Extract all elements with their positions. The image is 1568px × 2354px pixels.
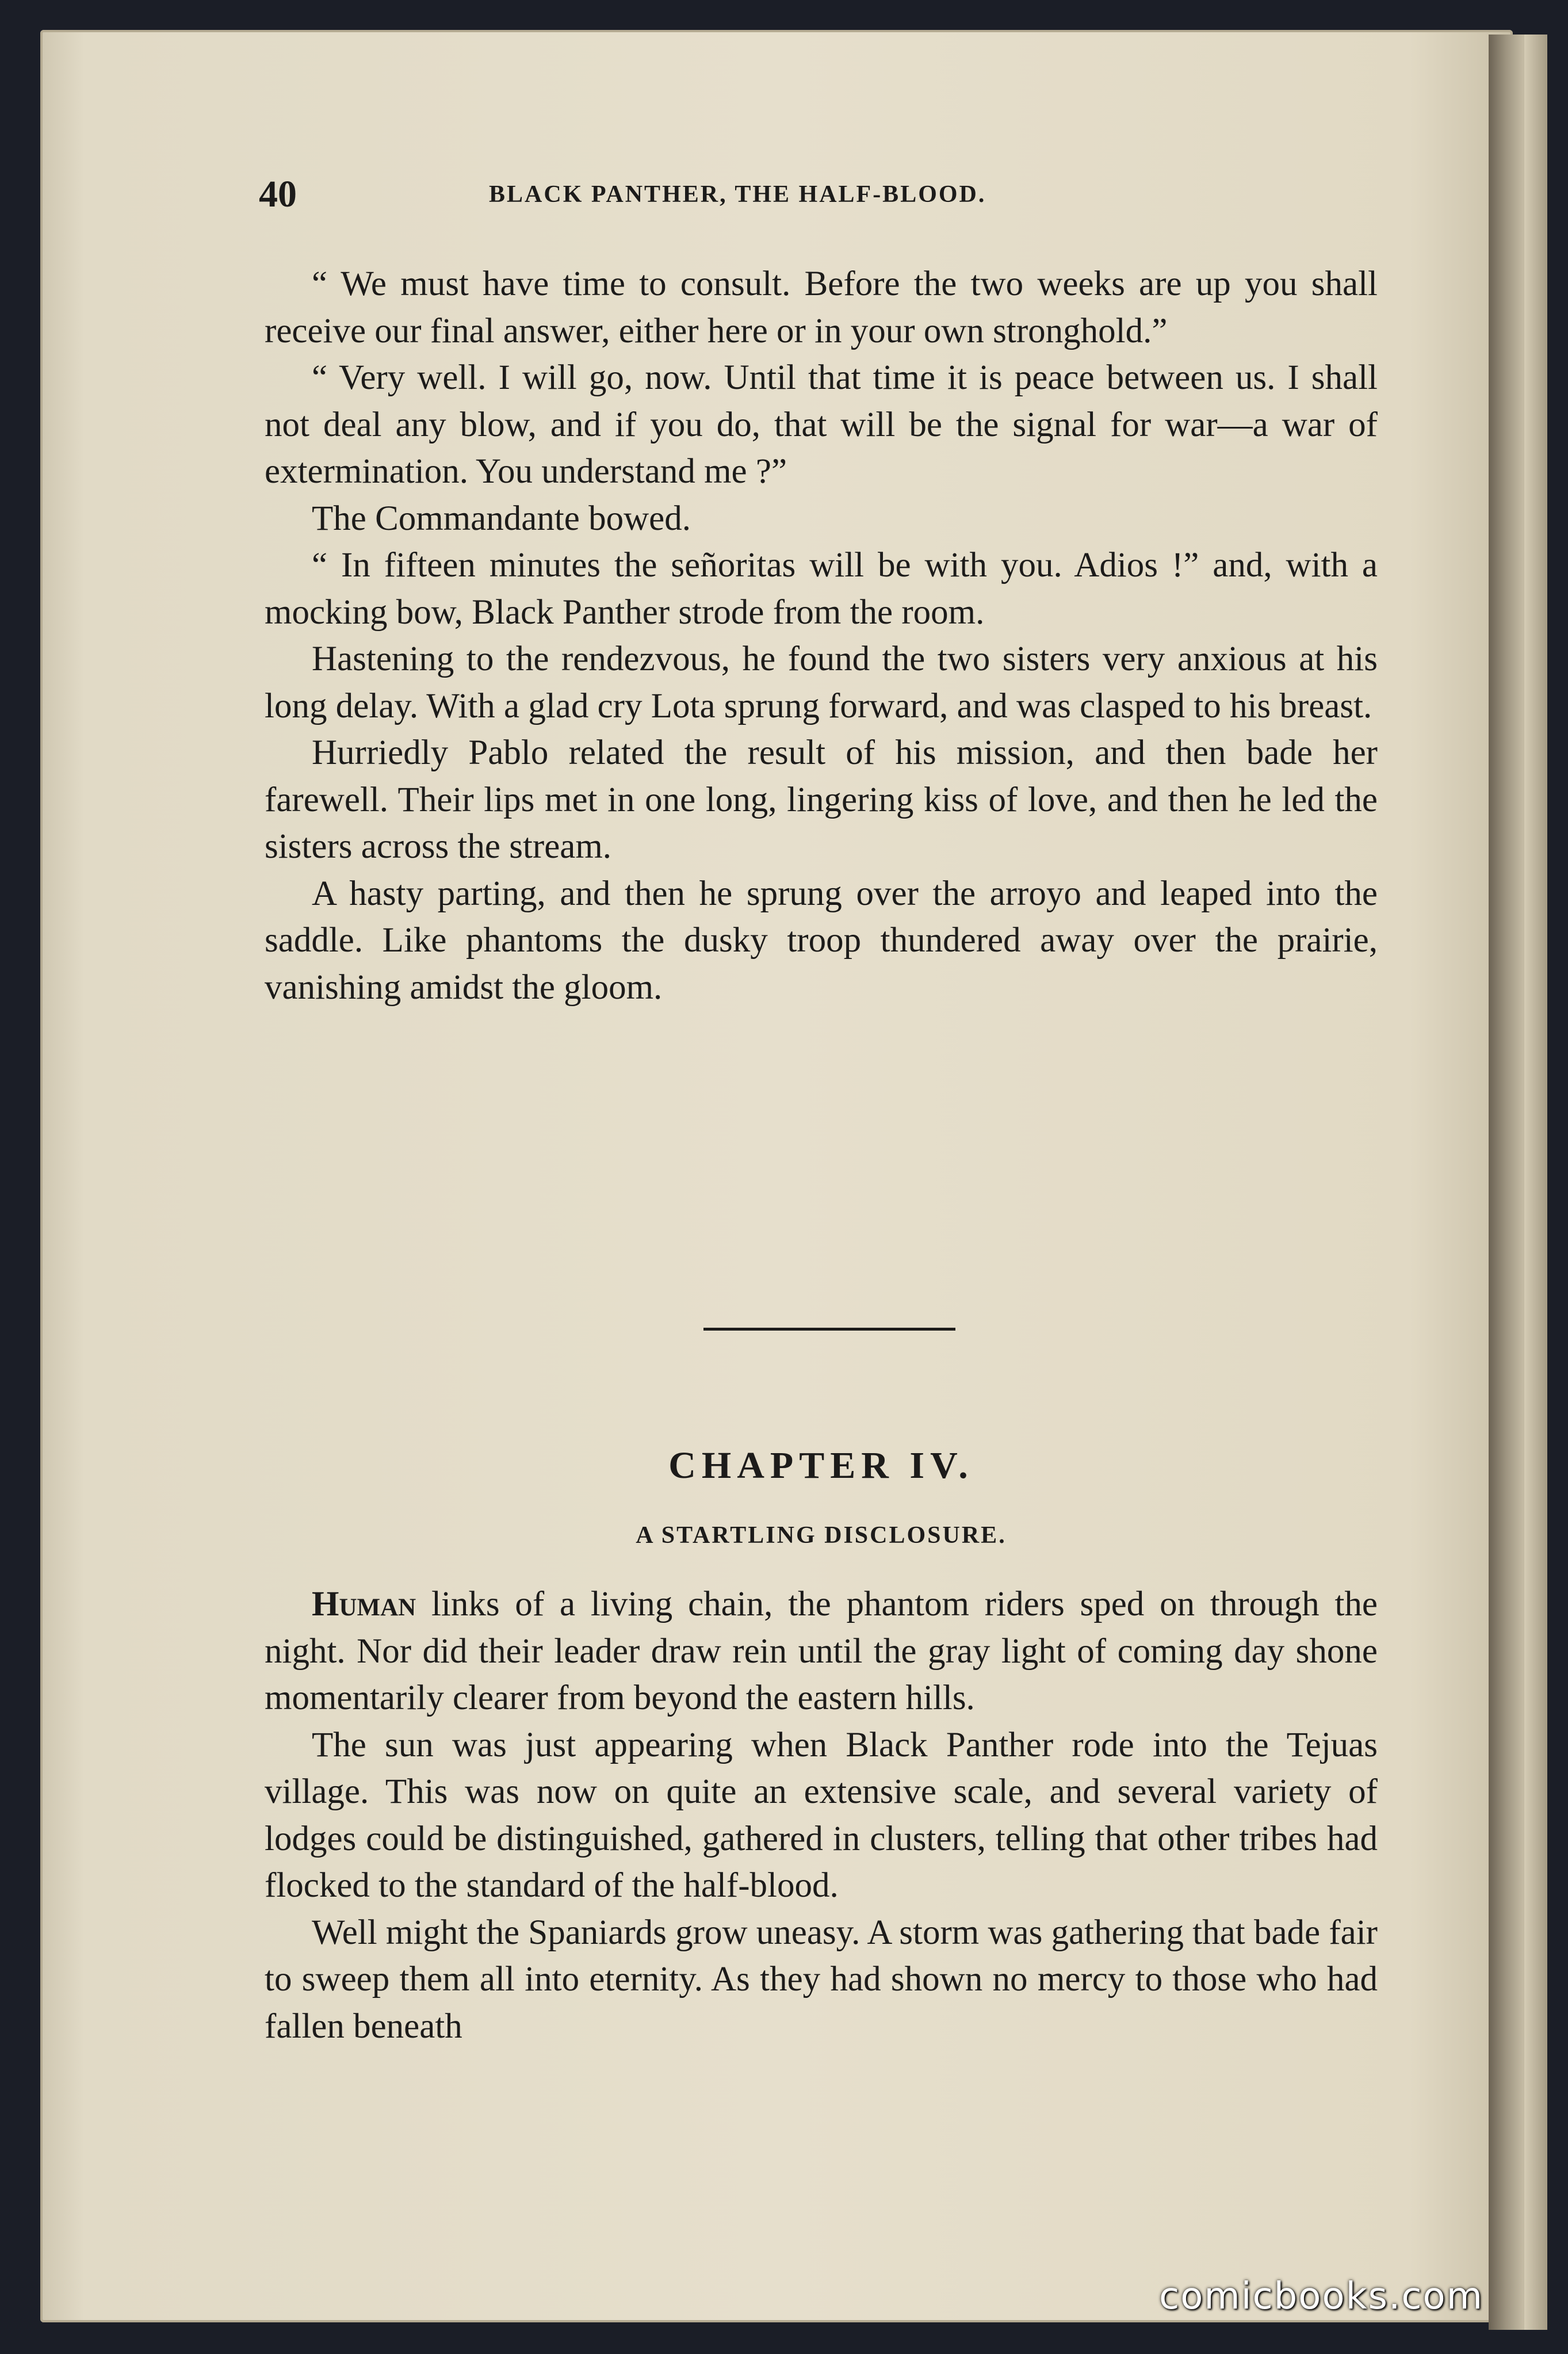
paragraph	[265, 1581, 1378, 1722]
page-edge	[1524, 35, 1547, 2330]
paragraph: “ We must have time to consult. Before the two weeks are up you shall receive our final answer, either here or in your own stronghold.”	[265, 265, 1378, 350]
paragraph: The sun was just appearing when Black Panther rode into the Tejuas village. This was now on quite an extensive scale, and several variety of lodges could be distinguished, gathered in clusters, telling that other tribes had flocked to the standard of the half-blood.	[265, 1725, 1378, 1905]
paragraph: Hastening to the rendezvous, he found the two sisters very anxious at his long delay. With a glad cry Lota sprung forward, and was clasped to his breast.	[265, 640, 1378, 725]
paragraph: Well might the Spaniards grow uneasy. A storm was gathering that bade fair to sweep them all into eternity. As they had shown no mercy to those who had fallen beneath	[265, 1913, 1378, 2046]
paragraph: “ In fifteen minutes the señoritas will be with you. Adios !” and, with a mocking bow, Black Panther strode from the room.	[265, 546, 1378, 632]
chapter-text-block	[265, 1581, 1378, 2050]
paragraph: The Commandante bowed.	[312, 499, 691, 538]
chapter-subtitle: A STARTLING DISCLOSURE.	[636, 1522, 1007, 1549]
drop-lead-word: Human	[312, 1585, 416, 1623]
paragraph-text: links of a living chain, the phantom riders sped on through the night. Nor did their leader draw rein until the gray light of coming day shone momentarily clearer from beyond the eastern hills.	[265, 1585, 1378, 1717]
top-text-block	[265, 261, 1378, 1011]
section-divider	[703, 1328, 955, 1331]
watermark: comicbooks.com	[1159, 2275, 1484, 2318]
paragraph: Hurriedly Pablo related the result of his mission, and then bade her farewell. Their lips met in one long, lingering kiss of love, and then he led the sisters across the stream.	[265, 733, 1378, 866]
paragraph: A hasty parting, and then he sprung over the arroyo and leaped into the saddle. Like phantoms the dusky troop thundered away over the prairie, vanishing amidst the gloom.	[265, 874, 1378, 1007]
page-header	[259, 173, 1380, 219]
running-title: BLACK PANTHER, THE HALF-BLOOD.	[489, 181, 986, 208]
chapter-heading: CHAPTER IV.	[668, 1444, 974, 1486]
paragraph: “ Very well. I will go, now. Until that time it is peace between us. I shall not deal any blow, and if you do, that will be the signal for war—a war of extermination. You understand me ?”	[265, 358, 1378, 491]
page-number: 40	[259, 173, 297, 215]
